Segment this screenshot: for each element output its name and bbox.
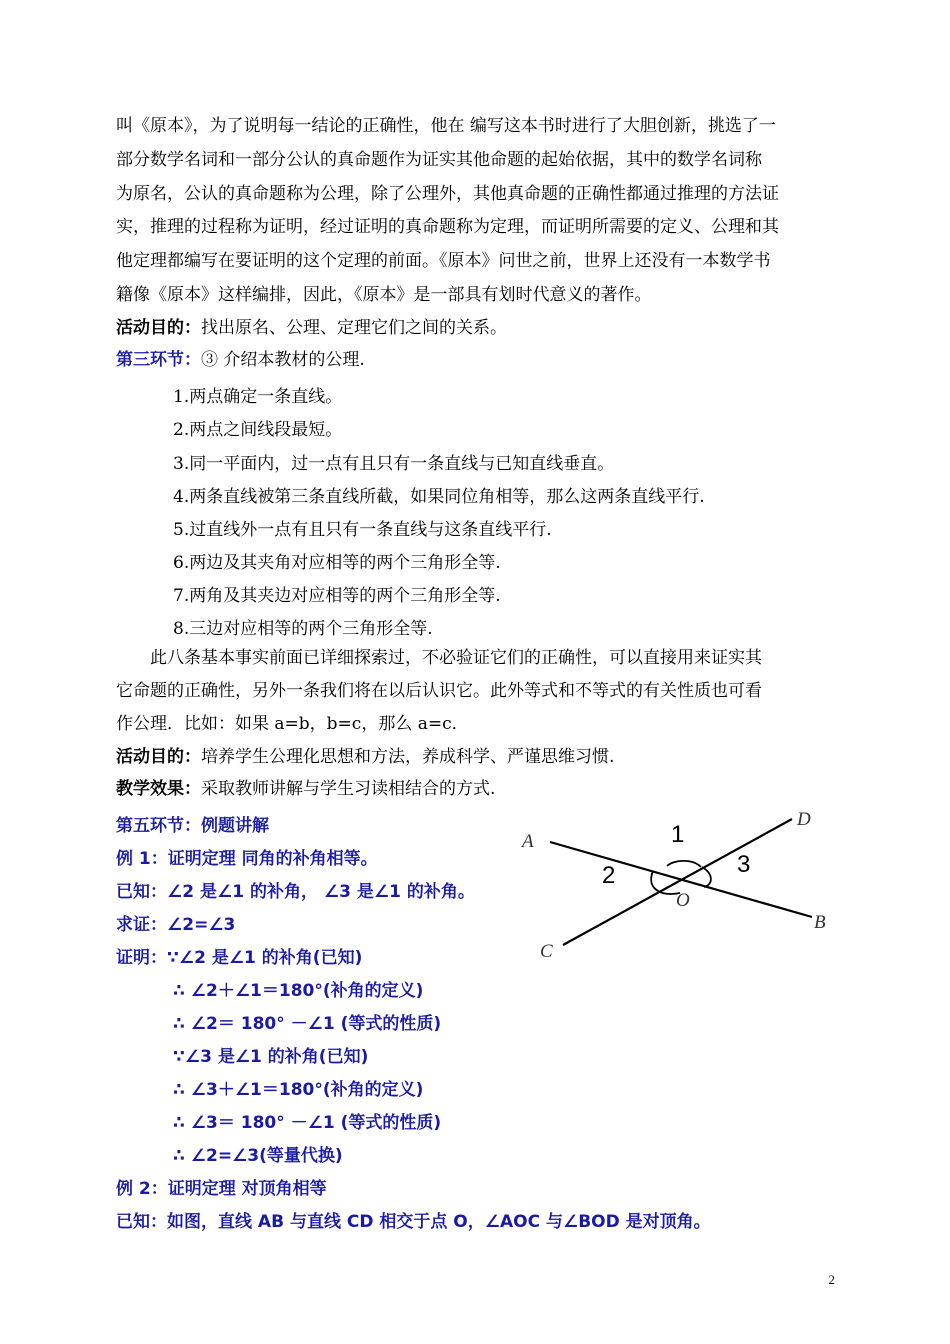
activity-goal-2: [116, 747, 614, 767]
axiom-item: 5.过直线外一点有且只有一条直线与这条直线平行.: [173, 520, 552, 540]
section-5-heading: 第五环节：例题讲解: [116, 816, 269, 836]
section-3-text: ③ 介绍本教材的公理.: [201, 350, 365, 370]
axiom-item: 7.两角及其夹边对应相等的两个三角形全等.: [173, 586, 501, 606]
proof-step: ∴ ∠3＋∠1＝180°(补角的定义): [173, 1080, 424, 1100]
note-line: 作公理．比如：如果 a=b，b=c，那么 a=c．: [116, 714, 469, 734]
angle-3-label: 3: [737, 851, 751, 878]
angle-1-arc: [667, 861, 701, 867]
example-1-title: 例 1：证明定理 同角的补角相等。: [116, 849, 378, 869]
teaching-effect: [116, 779, 495, 799]
intro-line: 他定理都编写在要证明的这个定理的前面。《原本》问世之前，世界上还没有一本数学书: [116, 251, 771, 271]
intersecting-lines-figure: [520, 805, 850, 965]
activity-goal-text: 培养学生公理化思想和方法，养成科学、严谨思维习惯.: [201, 747, 615, 767]
point-c-label: C: [540, 941, 553, 962]
axiom-item: 8.三边对应相等的两个三角形全等.: [173, 619, 433, 639]
axiom-item: 4.两条直线被第三条直线所截，如果同位角相等，那么这两条直线平行.: [173, 487, 705, 507]
axiom-item: 2.两点之间线段最短。: [173, 420, 343, 440]
note-line: 它命题的正确性，另外一条我们将在以后认识它。此外等式和不等式的有关性质也可看: [116, 681, 762, 701]
section-3-label: 第三环节：: [116, 350, 201, 370]
example-2-given: 已知：如图，直线 AB 与直线 CD 相交于点 O，∠AOC 与∠BOD 是对顶角。: [116, 1212, 711, 1232]
example-2-title: 例 2：证明定理 对顶角相等: [116, 1179, 327, 1199]
point-a-label: A: [522, 831, 534, 852]
proof-step: ∴ ∠2=∠3(等量代换): [173, 1146, 343, 1166]
activity-goal-label: 活动目的：: [116, 318, 201, 338]
activity-goal-text: 找出原名、公理、定理它们之间的关系。: [201, 318, 507, 338]
angle-3-arc: [702, 867, 711, 887]
axiom-item: 1.两点确定一条直线。: [173, 387, 343, 407]
point-d-label: D: [797, 809, 811, 830]
example-1-given: 已知：∠2 是∠1 的补角， ∠3 是∠1 的补角。: [116, 882, 475, 902]
example-1-prove: 求证：∠2=∠3: [116, 915, 236, 935]
intro-line: 部分数学名词和一部分公认的真命题作为证实其他命题的起始依据，其中的数学名词称: [116, 150, 762, 170]
teaching-effect-text: 采取教师讲解与学生习读相结合的方式.: [201, 779, 496, 799]
note-line: 此八条基本事实前面已详细探索过，不必验证它们的正确性，可以直接用来证实其: [150, 648, 762, 668]
axiom-item: 3.同一平面内，过一点有且只有一条直线与已知直线垂直。: [173, 454, 615, 474]
intro-line: 为原名，公认的真命题称为公理，除了公理外，其他真命题的正确性都通过推理的方法证: [116, 184, 779, 204]
teaching-effect-label: 教学效果：: [116, 779, 201, 799]
section-3-heading: [116, 350, 365, 370]
point-b-label: B: [814, 912, 826, 933]
intro-line: 籍像《原本》这样编排，因此，《原本》是一部具有划时代意义的著作。: [116, 285, 652, 305]
angle-1-label: 1: [671, 821, 685, 848]
activity-goal-1: [116, 318, 507, 338]
proof-step: ∵∠3 是∠1 的补角(已知): [173, 1047, 369, 1067]
proof-step: ∴ ∠2＝ 180° －∠1 (等式的性质): [173, 1014, 442, 1034]
axiom-item: 6.两边及其夹角对应相等的两个三角形全等.: [173, 553, 501, 573]
intro-line: 叫《原本》，为了说明每一结论的正确性，他在 编写这本书时进行了大胆创新，挑选了一: [116, 116, 776, 136]
proof-step: ∴ ∠2＋∠1＝180°(补角的定义): [173, 981, 424, 1001]
activity-goal-label: 活动目的：: [116, 747, 201, 767]
proof-step: 证明：∵∠2 是∠1 的补角(已知): [116, 948, 363, 968]
proof-step: ∴ ∠3＝ 180° －∠1 (等式的性质): [173, 1113, 442, 1133]
angle-2-label: 2: [602, 862, 616, 889]
intro-line: 实，推理的过程称为证明，经过证明的真命题称为定理，而证明所需要的定义、公理和其: [116, 217, 779, 237]
page-number: 2: [828, 1272, 835, 1287]
point-o-label: O: [676, 890, 690, 911]
